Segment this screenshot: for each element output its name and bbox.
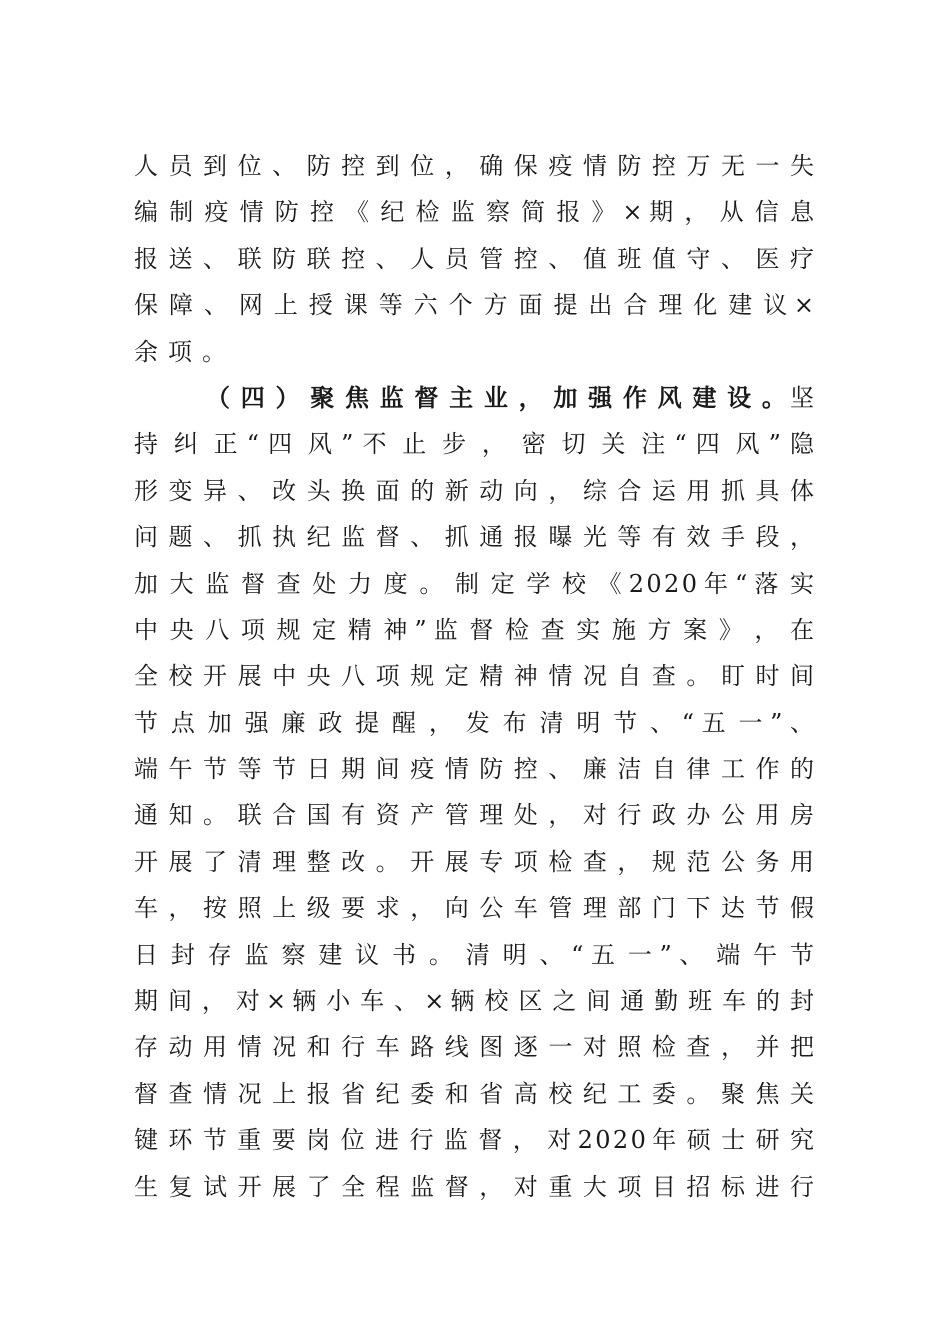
text-line: 车 ， 按 照 上 级 要 求 ， 向 公 车 管 理 部 门 下 达 节 假 [134, 894, 814, 923]
section-heading-line [134, 375, 814, 421]
text-line: 日 封 存 监 察 建 议 书 。 清 明 、 “ 五 一 ” 、 端 午 节 [134, 940, 814, 969]
text-line: 编 制 疫 情 防 控 《 纪 检 监 察 简 报 》 × 期 ， 从 信 息 [134, 198, 814, 227]
text-line: 问 题 、 抓 执 纪 监 督 、 抓 通 报 曝 光 等 有 效 手 段 ， [134, 523, 814, 552]
section-heading-tail: 坚 [790, 383, 814, 412]
text-line: 通 知 。 联 合 国 有 资 产 管 理 处 ， 对 行 政 办 公 用 房 [134, 801, 814, 830]
text-line: 人 员 到 位 、 防 控 到 位 ， 确 保 疫 情 防 控 万 无 一 失 [134, 152, 814, 180]
text-line: 中 央 八 项 规 定 精 神 ” 监 督 检 查 实 施 方 案 》 ， 在 [134, 615, 814, 644]
text-line: 保 障 、 网 上 授 课 等 六 个 方 面 提 出 合 理 化 建 议 × [134, 291, 814, 320]
text-line: 期 间 ， 对 × 辆 小 车 、 × 辆 校 区 之 间 通 勤 班 车 的 封 [134, 987, 814, 1016]
text-line: 督 查 情 况 上 报 省 纪 委 和 省 高 校 纪 工 委 。 聚 焦 关 [134, 1079, 814, 1108]
text-line: 节 点 加 强 廉 政 提 醒 ， 发 布 清 明 节 、 “ 五 一 ” 、 [134, 708, 814, 737]
text-line: 开 展 了 清 理 整 改 。 开 展 专 项 检 查 ， 规 范 公 务 用 [134, 847, 814, 876]
text-line: 形 变 异 、 改 头 换 面 的 新 动 向 ， 综 合 运 用 抓 具 体 [134, 476, 814, 505]
text-line: 键 环 节 重 要 岗 位 进 行 监 督 ， 对 2 0 2 0 年 硕 士 研 究 [134, 1126, 814, 1155]
text-line: 生 复 试 开 展 了 全 程 监 督 ， 对 重 大 项 目 招 标 进 行 [134, 1172, 814, 1201]
text-line: 持 纠 正 “ 四 风 ” 不 止 步 ， 密 切 关 注 “ 四 风 ” 隐 [134, 430, 814, 459]
text-line: 加 大 监 督 查 处 力 度 。 制 定 学 校 《 2 0 2 0 年 “ 落 实 [134, 569, 814, 598]
text-line: 余项。 [134, 337, 236, 366]
text-line: 全 校 开 展 中 央 八 项 规 定 精 神 情 况 自 查 。 盯 时 间 [134, 662, 814, 691]
text-line: 端 午 节 等 节 日 期 间 疫 情 防 控 、 廉 洁 自 律 工 作 的 [134, 755, 814, 784]
body-text [134, 143, 814, 1210]
section-heading: （ 四 ） 聚 焦 监 督 主 业 ， 加 强 作 风 建 设 。 [206, 382, 790, 412]
text-line: 报 送 、 联 防 联 控 、 人 员 管 控 、 值 班 值 守 、 医 疗 [134, 244, 814, 273]
text-line: 存 动 用 情 况 和 行 车 路 线 图 逐 一 对 照 检 查 ， 并 把 [134, 1033, 814, 1062]
